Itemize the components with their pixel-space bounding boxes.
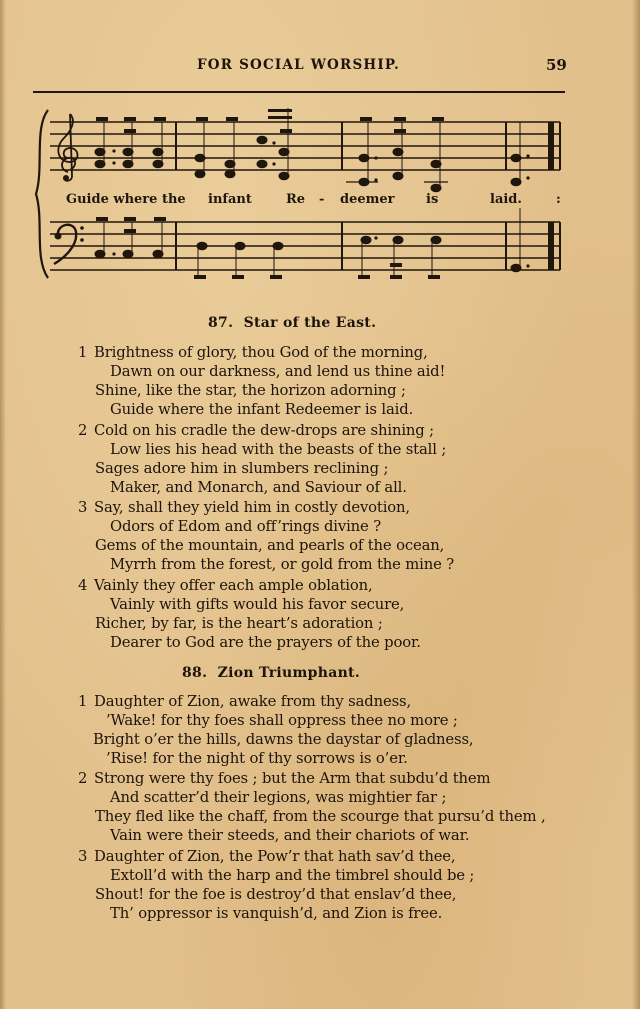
stanza-line: Odors of Edom and off’rings divine ? (110, 518, 381, 535)
stanza-line: Bright o’er the hills, dawns the daystar of gladness, (93, 731, 474, 748)
header-rule (33, 91, 565, 93)
hymn-number: 87. (208, 315, 234, 331)
stanza-line: Shine, like the star, the horizon adorning ; (95, 382, 406, 399)
page-edge-right (632, 0, 640, 1009)
stanza-line: Th’ oppressor is vanquish’d, and Zion is free. (110, 905, 443, 922)
page-edge-left (0, 0, 6, 1009)
stanza-line: They fled like the chaff, from the scourge that pursu’d them , (95, 808, 546, 825)
stanza-number: 2 (78, 422, 88, 439)
hymn-title (182, 665, 360, 681)
stanza-line: Cold on his cradle the dew-drops are shining ; (94, 422, 435, 439)
stanza-number: 3 (78, 499, 88, 516)
stanza-line: Vainly they offer each ample oblation, (94, 577, 373, 594)
stanza-line: Daughter of Zion, awake from thy sadness, (94, 693, 412, 710)
bass-measure-2 (194, 242, 283, 279)
treble-measure-3 (346, 117, 448, 192)
stanza-line: Say, shall they yield him in costly devotion, (94, 499, 410, 516)
stanza-line: Gems of the mountain, and pearls of the ocean, (95, 537, 445, 554)
treble-measure-4 (511, 122, 530, 186)
stanza-line: Daughter of Zion, the Pow’r that hath sav’d thee, (94, 848, 456, 865)
stanza-number: 3 (78, 848, 88, 865)
hymn-title (208, 315, 376, 331)
lyric-word: is (426, 192, 439, 207)
stanza-line: Brightness of glory, thou God of the morning, (94, 344, 428, 361)
stanza-line: Dearer to God are the prayers of the poor. (110, 634, 421, 651)
stanza-line: Maker, and Monarch, and Saviour of all. (110, 479, 407, 496)
music-score (30, 108, 570, 280)
lyric-word: Re (286, 192, 306, 207)
stanza-line: ’Rise! for the night of thy sorrows is o’er. (106, 750, 408, 767)
hymn-title-text: Zion Triumphant. (217, 665, 360, 681)
brace-icon (36, 110, 48, 278)
stanza-line: And scatter’d their legions, was mightier far ; (110, 789, 447, 806)
running-head (0, 57, 640, 77)
lyric-word: - (319, 192, 325, 207)
bass-measure-4 (511, 208, 530, 272)
stanza-number: 1 (78, 344, 88, 361)
stanza-line: Dawn on our darkness, and lend us thine aid! (110, 363, 446, 380)
running-title: FOR SOCIAL WORSHIP. (197, 57, 400, 73)
lyric-word: laid. (490, 192, 522, 207)
stanza-line: Strong were thy foes ; but the Arm that subdu’d them (94, 770, 491, 787)
stanza-line: Myrrh from the forest, or gold from the mine ? (110, 556, 455, 573)
hymn-title-text: Star of the East. (243, 315, 377, 331)
stanza-line: ’Wake! for thy foes shall oppress thee no more ; (106, 712, 458, 729)
stanza-line: Shout! for the foe is destroy’d that enslav’d thee, (95, 886, 457, 903)
bass-measure-1 (95, 217, 166, 258)
stanza-line: Vainly with gifts would his favor secure, (110, 596, 405, 613)
stanza-line: Low lies his head with the beasts of the stall ; (110, 441, 447, 458)
page-number: 59 (546, 56, 567, 74)
repeat-mark: : (556, 192, 561, 207)
lyric-word: infant (208, 192, 252, 207)
lyric-word: Guide where the (66, 192, 186, 207)
treble-measure-1 (95, 117, 166, 168)
stanza-line: Vain were their steeds, and their chariots of war. (110, 827, 470, 844)
stanza-number: 4 (78, 577, 88, 594)
lyric-word: deemer (340, 192, 395, 207)
stanza-line: Extoll’d with the harp and the timbrel should be ; (110, 867, 475, 884)
stanza-number: 2 (78, 770, 88, 787)
hymn-number: 88. (182, 665, 208, 681)
treble-measure-2 (195, 108, 292, 180)
stanza-line: Sages adore him in slumbers reclining ; (95, 460, 389, 477)
stanza-line: Guide where the infant Redeemer is laid. (110, 401, 414, 418)
stanza-number: 1 (78, 693, 88, 710)
stanza-line: Richer, by far, is the heart’s adoration ; (95, 615, 383, 632)
